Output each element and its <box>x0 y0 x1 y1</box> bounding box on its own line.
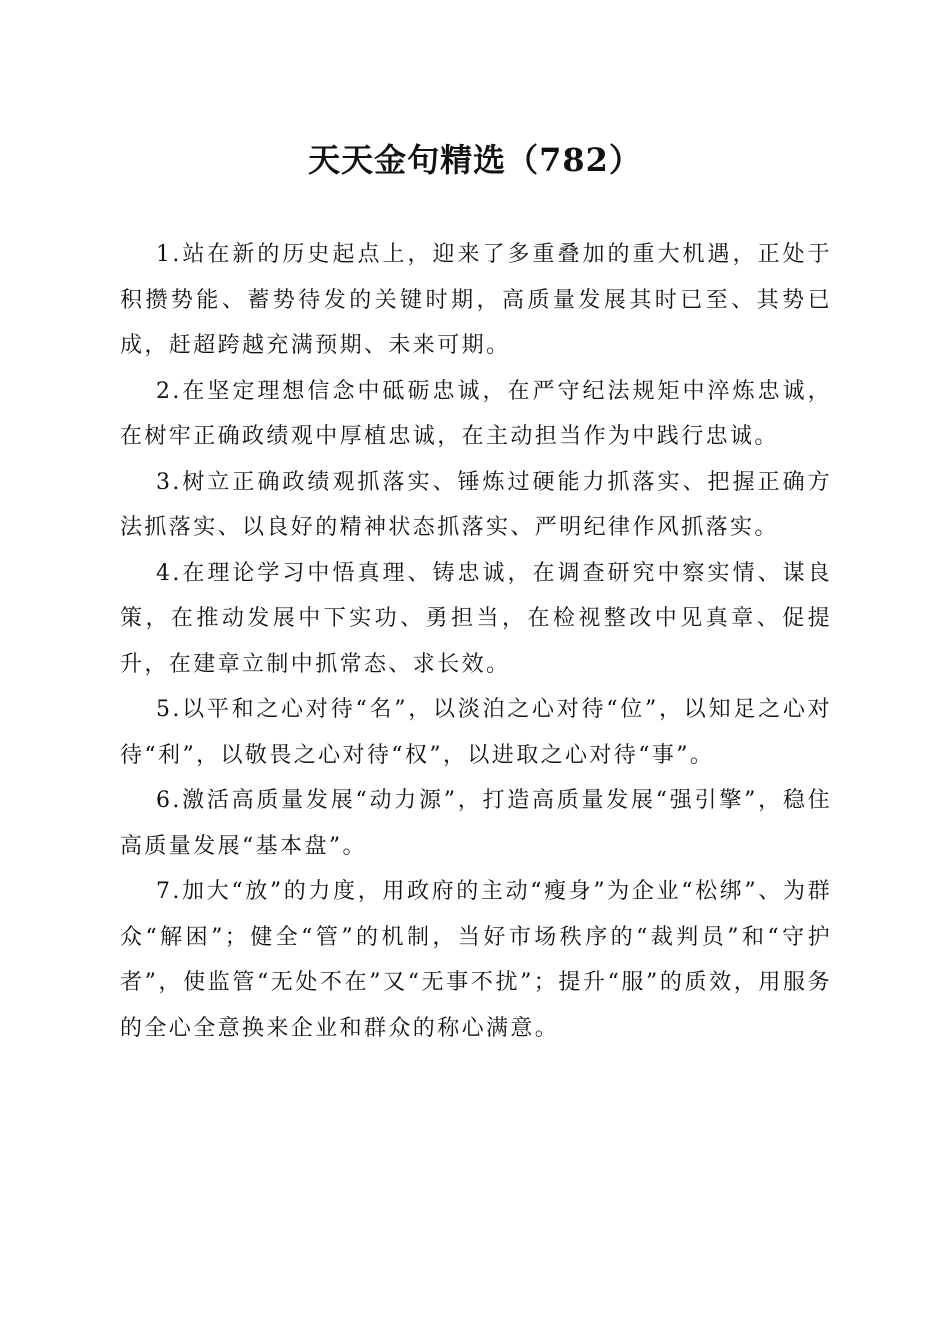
quote-item-4: 4.在理论学习中悟真理、铸忠诚，在调查研究中察实情、谋良策，在推动发展中下实功、勇担当，在检视整改中见真章、促提升，在建章立制中抓常态、求长效。 <box>120 560 832 677</box>
quote-item-6: 6.激活高质量发展“动力源”，打造高质量发展“强引擎”，稳住高质量发展“基本盘”。 <box>120 788 832 859</box>
quote-item-1: 1.站在新的历史起点上，迎来了多重叠加的重大机遇，正处于积攒势能、蓄势待发的关键时期，高质量发展其时已至、其势已成，赶超跨越充满预期、未来可期。 <box>120 242 832 358</box>
document-title: 天天金句精选（782） <box>308 141 642 179</box>
quote-item-2: 2.在坚定理想信念中砥砺忠诚，在严守纪法规矩中淬炼忠诚，在树牢正确政绩观中厚植忠诚，在主动担当作为中践行忠诚。 <box>120 378 832 449</box>
quote-item-5: 5.以平和之心对待“名”，以淡泊之心对待“位”，以知足之心对待“利”，以敬畏之心对待“权”，以进取之心对待“事”。 <box>120 697 832 768</box>
quote-item-7: 7.加大“放”的力度，用政府的主动“瘦身”为企业“松绑”、为群众“解困”；健全“管”的机制，当好市场秩序的“裁判员”和“守护者”，使监管“无处不在”又“无事不扰”；提升“服”的质效，用服务的全心全意换来企业和群众的称心满意。 <box>120 879 832 1041</box>
document-body <box>120 232 832 1051</box>
quote-item-3: 3.树立正确政绩观抓落实、锤炼过硬能力抓落实、把握正确方法抓落实、以良好的精神状态抓落实、严明纪律作风抓落实。 <box>120 469 832 540</box>
